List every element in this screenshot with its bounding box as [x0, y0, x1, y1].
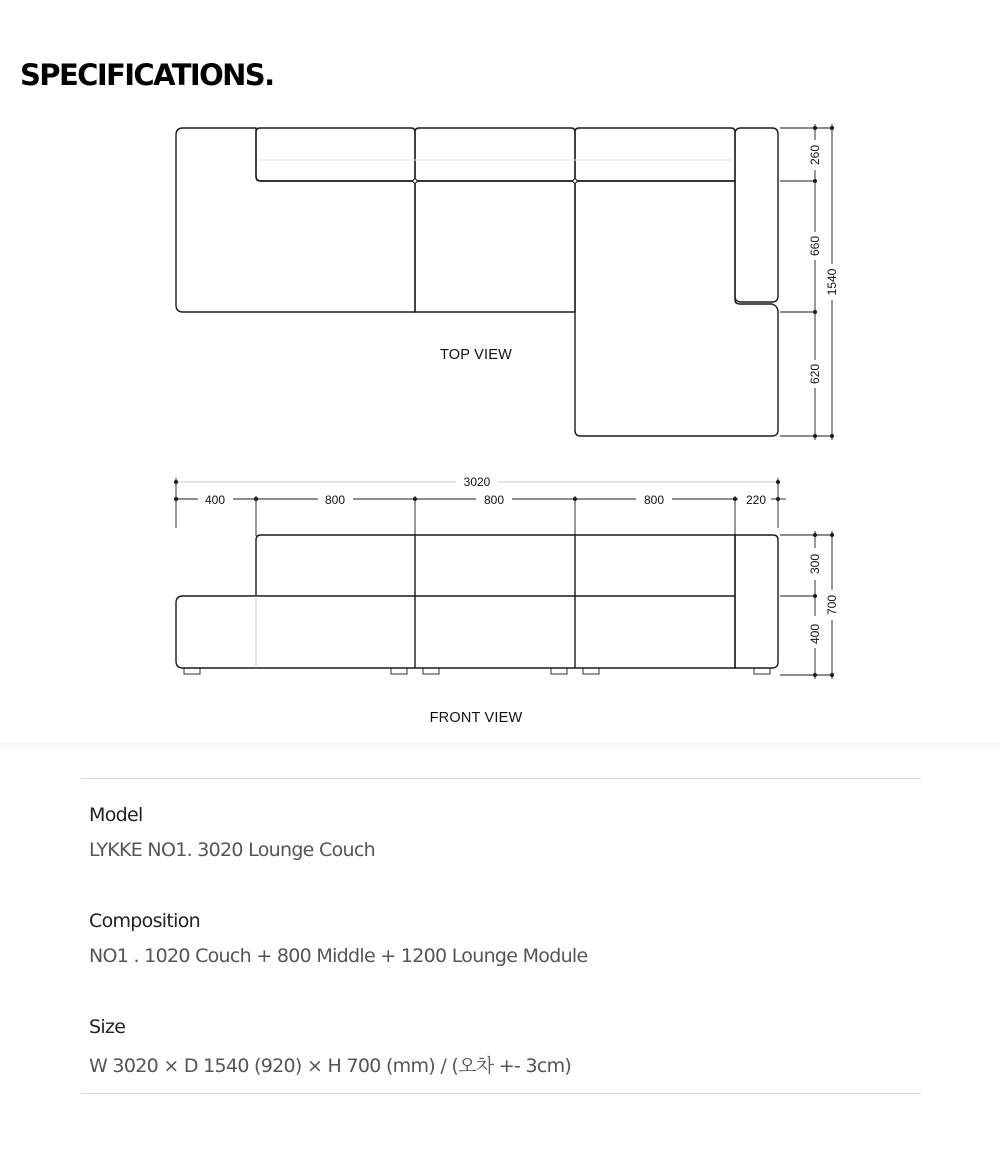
section-divider-fade: [0, 742, 1000, 750]
dim-arm-width: 400: [204, 493, 226, 507]
top-side-arm: [735, 128, 778, 302]
top-middle-seat-outline: [415, 181, 575, 312]
front-backrest-2: [415, 535, 575, 596]
front-seat-base: [176, 596, 735, 668]
spec-composition-value: NO1 . 1020 Couch + 800 Middle + 1200 Lounge Module: [89, 945, 588, 967]
spec-size-value: W 3020 × D 1540 (920) × H 700 (mm) / (오차 +- 3cm): [89, 1055, 572, 1077]
dim-total-depth: 1540: [825, 268, 839, 296]
top-back-cushion-3: [575, 128, 735, 181]
spec-model-value: LYKKE NO1. 3020 Lounge Couch: [89, 839, 375, 861]
spec-bottom-rule: [81, 1093, 921, 1094]
spec-model-label: Model: [89, 804, 143, 826]
front-leg: [754, 668, 770, 674]
front-leg: [423, 668, 439, 674]
front-side-arm: [735, 535, 778, 668]
top-view-drawing: [176, 124, 839, 440]
front-backrest-3: [575, 535, 735, 596]
dim-module-1-width: 800: [324, 493, 346, 507]
top-lounge-seat-outline: [575, 181, 778, 436]
front-view-drawing: [174, 475, 839, 726]
dim-module-2-width: 800: [483, 493, 505, 507]
dim-lounge-extension: 620: [808, 363, 822, 385]
front-leg: [391, 668, 407, 674]
dim-module-3-width: 800: [643, 493, 665, 507]
front-view-label: FRONT VIEW: [429, 710, 523, 726]
dim-backrest-height: 300: [808, 553, 822, 575]
front-backrest-1: [256, 535, 415, 596]
page-title: SPECIFICATIONS.: [20, 58, 274, 92]
spec-size-label: Size: [89, 1016, 126, 1038]
dim-total-height: 700: [825, 594, 839, 616]
dim-seat-height: 400: [808, 623, 822, 645]
top-back-cushion-1: [256, 128, 415, 181]
dim-seat-depth: 660: [808, 235, 822, 257]
spec-top-rule: [81, 778, 921, 779]
top-view-label: TOP VIEW: [440, 347, 512, 363]
spec-composition-label: Composition: [89, 910, 200, 932]
dim-back-depth: 260: [808, 144, 822, 166]
top-back-cushion-2: [415, 128, 575, 181]
top-left-seat-outline: [176, 128, 415, 312]
dim-overall-width: 3020: [463, 475, 491, 489]
front-leg: [551, 668, 567, 674]
front-leg: [583, 668, 599, 674]
dim-side-arm-width: 220: [745, 493, 767, 507]
front-leg: [184, 668, 200, 674]
